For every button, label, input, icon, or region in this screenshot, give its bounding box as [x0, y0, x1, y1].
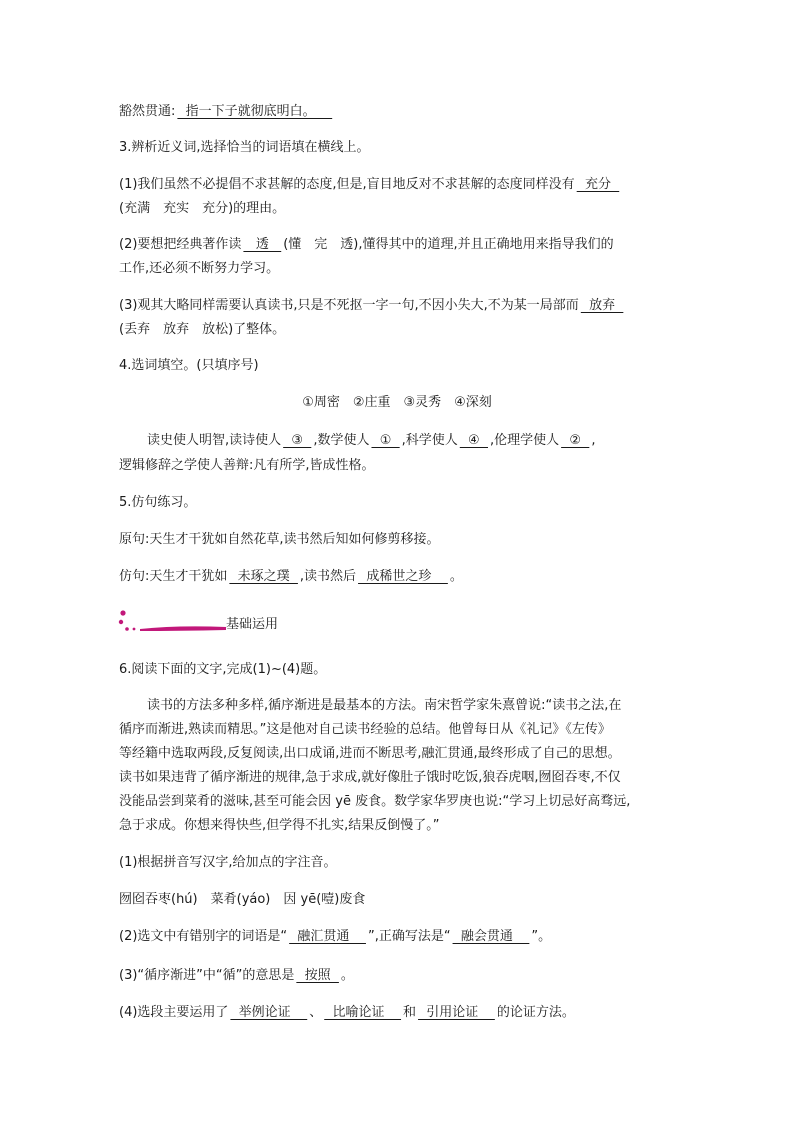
- q6-sub4: (4)选段主要运用了 举例论证 、 比喻论证 和 引用论证 的论证方法。: [119, 1005, 575, 1020]
- q6-sub2: (2)选文中有错别字的词语是“ 融汇贯通 ”,正确写法是“ 融会贯通 ”。: [119, 929, 552, 944]
- answer-blank: ③: [283, 433, 312, 448]
- answer-blank: 未琢之璞: [229, 569, 298, 584]
- answer-blank: 按照: [296, 968, 339, 983]
- q5-original: 原句:天生才干犹如自然花草,读书然后知如何修剪移接。: [119, 532, 440, 547]
- q3-1-line2: (充满 充实 充分)的理由。: [119, 201, 286, 216]
- answer-blank: 引用论证: [418, 1005, 495, 1020]
- answer-blank: 指一下子就彻底明白。: [177, 104, 333, 119]
- section-label: 基础运用: [226, 617, 279, 632]
- answer-blank: 融会贯通: [452, 929, 530, 944]
- q6-sub1-answer: 囫囵吞枣(hú) 菜肴(yáo) 因 yē(噎)废食: [119, 892, 366, 907]
- answer-blank: 透: [243, 237, 282, 252]
- q6-passage-line: 循序而渐进,熟读而精思。”这是他对自己读书经验的总结。他曾每日从《礼记》《左传》: [119, 722, 611, 737]
- q4-line2: 逻辑修辞之学使人善辩:凡有所学,皆成性格。: [119, 458, 375, 473]
- q6-sub3: (3)“循序渐进”中“循”的意思是 按照 。: [119, 968, 354, 983]
- q6-title: 6.阅读下面的文字,完成(1)~(4)题。: [119, 662, 327, 677]
- answer-blank: 比喻论证: [324, 1005, 402, 1020]
- answer-blank: ④: [459, 433, 488, 448]
- answer-blank: 充分: [576, 177, 620, 192]
- answer-blank: ①: [371, 433, 400, 448]
- q4-title: 4.选词填空。(只填序号): [119, 358, 259, 373]
- section-decoration-icon: [118, 610, 228, 636]
- q6-passage-line: 读书的方法多种多样,循序渐进是最基本的方法。南宋哲学家朱熹曾说:“读书之法,在: [147, 698, 622, 713]
- q6-sub1: (1)根据拼音写汉字,给加点的字注音。: [119, 855, 337, 870]
- q3-2-line2: 工作,还必须不断努力学习。: [119, 261, 280, 276]
- q4-options: ①周密 ②庄重 ③灵秀 ④深刻: [302, 395, 492, 410]
- q6-passage-line: 读书如果违背了循序渐进的规律,急于求成,就好像肚子饿时吃饭,狼吞虎咽,囫囵吞枣,不仅: [119, 770, 621, 785]
- q6-passage-line: 没能品尝到菜肴的滋味,甚至可能会因 yē 废食。数学家华罗庚也说:“学习上切忌好高骛远,: [119, 794, 631, 809]
- q4-line1: 读史使人明智,读诗使人 ③ ,数学使人 ① ,科学使人 ④ ,伦理学使人 ② ,: [147, 433, 596, 448]
- answer-blank: 放弃: [580, 298, 624, 313]
- answer-blank: 成稀世之珍: [358, 569, 448, 584]
- answer-blank: 举例论证: [230, 1005, 308, 1020]
- q5-title: 5.仿句练习。: [119, 495, 197, 510]
- q3-3-line1: (3)观其大略同样需要认真读书,只是不死抠一字一句,不因小失大,不为某一局部而 放弃: [119, 298, 624, 313]
- q3-title: 3.辨析近义词,选择恰当的词语填在横线上。: [119, 140, 370, 155]
- q5-imitation: 仿句:天生才干犹如 未琢之璞 ,读书然后 成稀世之珍 。: [119, 569, 463, 584]
- q3-1-line1: (1)我们虽然不必提倡不求甚解的态度,但是,盲目地反对不求甚解的态度同样没有 充分: [119, 177, 620, 192]
- q3-2-line1: (2)要想把经典著作读 透 (懂 完 透),懂得其中的道理,并且正确地用来指导我们的: [119, 237, 614, 252]
- section-header: [118, 610, 318, 636]
- answer-blank: 融汇贯通: [289, 929, 366, 944]
- q3-3-line2: (丢弃 放弃 放松)了整体。: [119, 322, 286, 337]
- q6-passage-line: 急于求成。你想来得快些,但学得不扎实,结果反倒慢了。”: [119, 818, 440, 833]
- q6-passage-line: 等经籍中选取两段,反复阅读,出口成诵,进而不断思考,融汇贯通,最终形成了自己的思想。: [119, 746, 621, 761]
- answer-blank: ②: [561, 433, 590, 448]
- line-huoran: 豁然贯通: 指一下子就彻底明白。: [119, 104, 333, 119]
